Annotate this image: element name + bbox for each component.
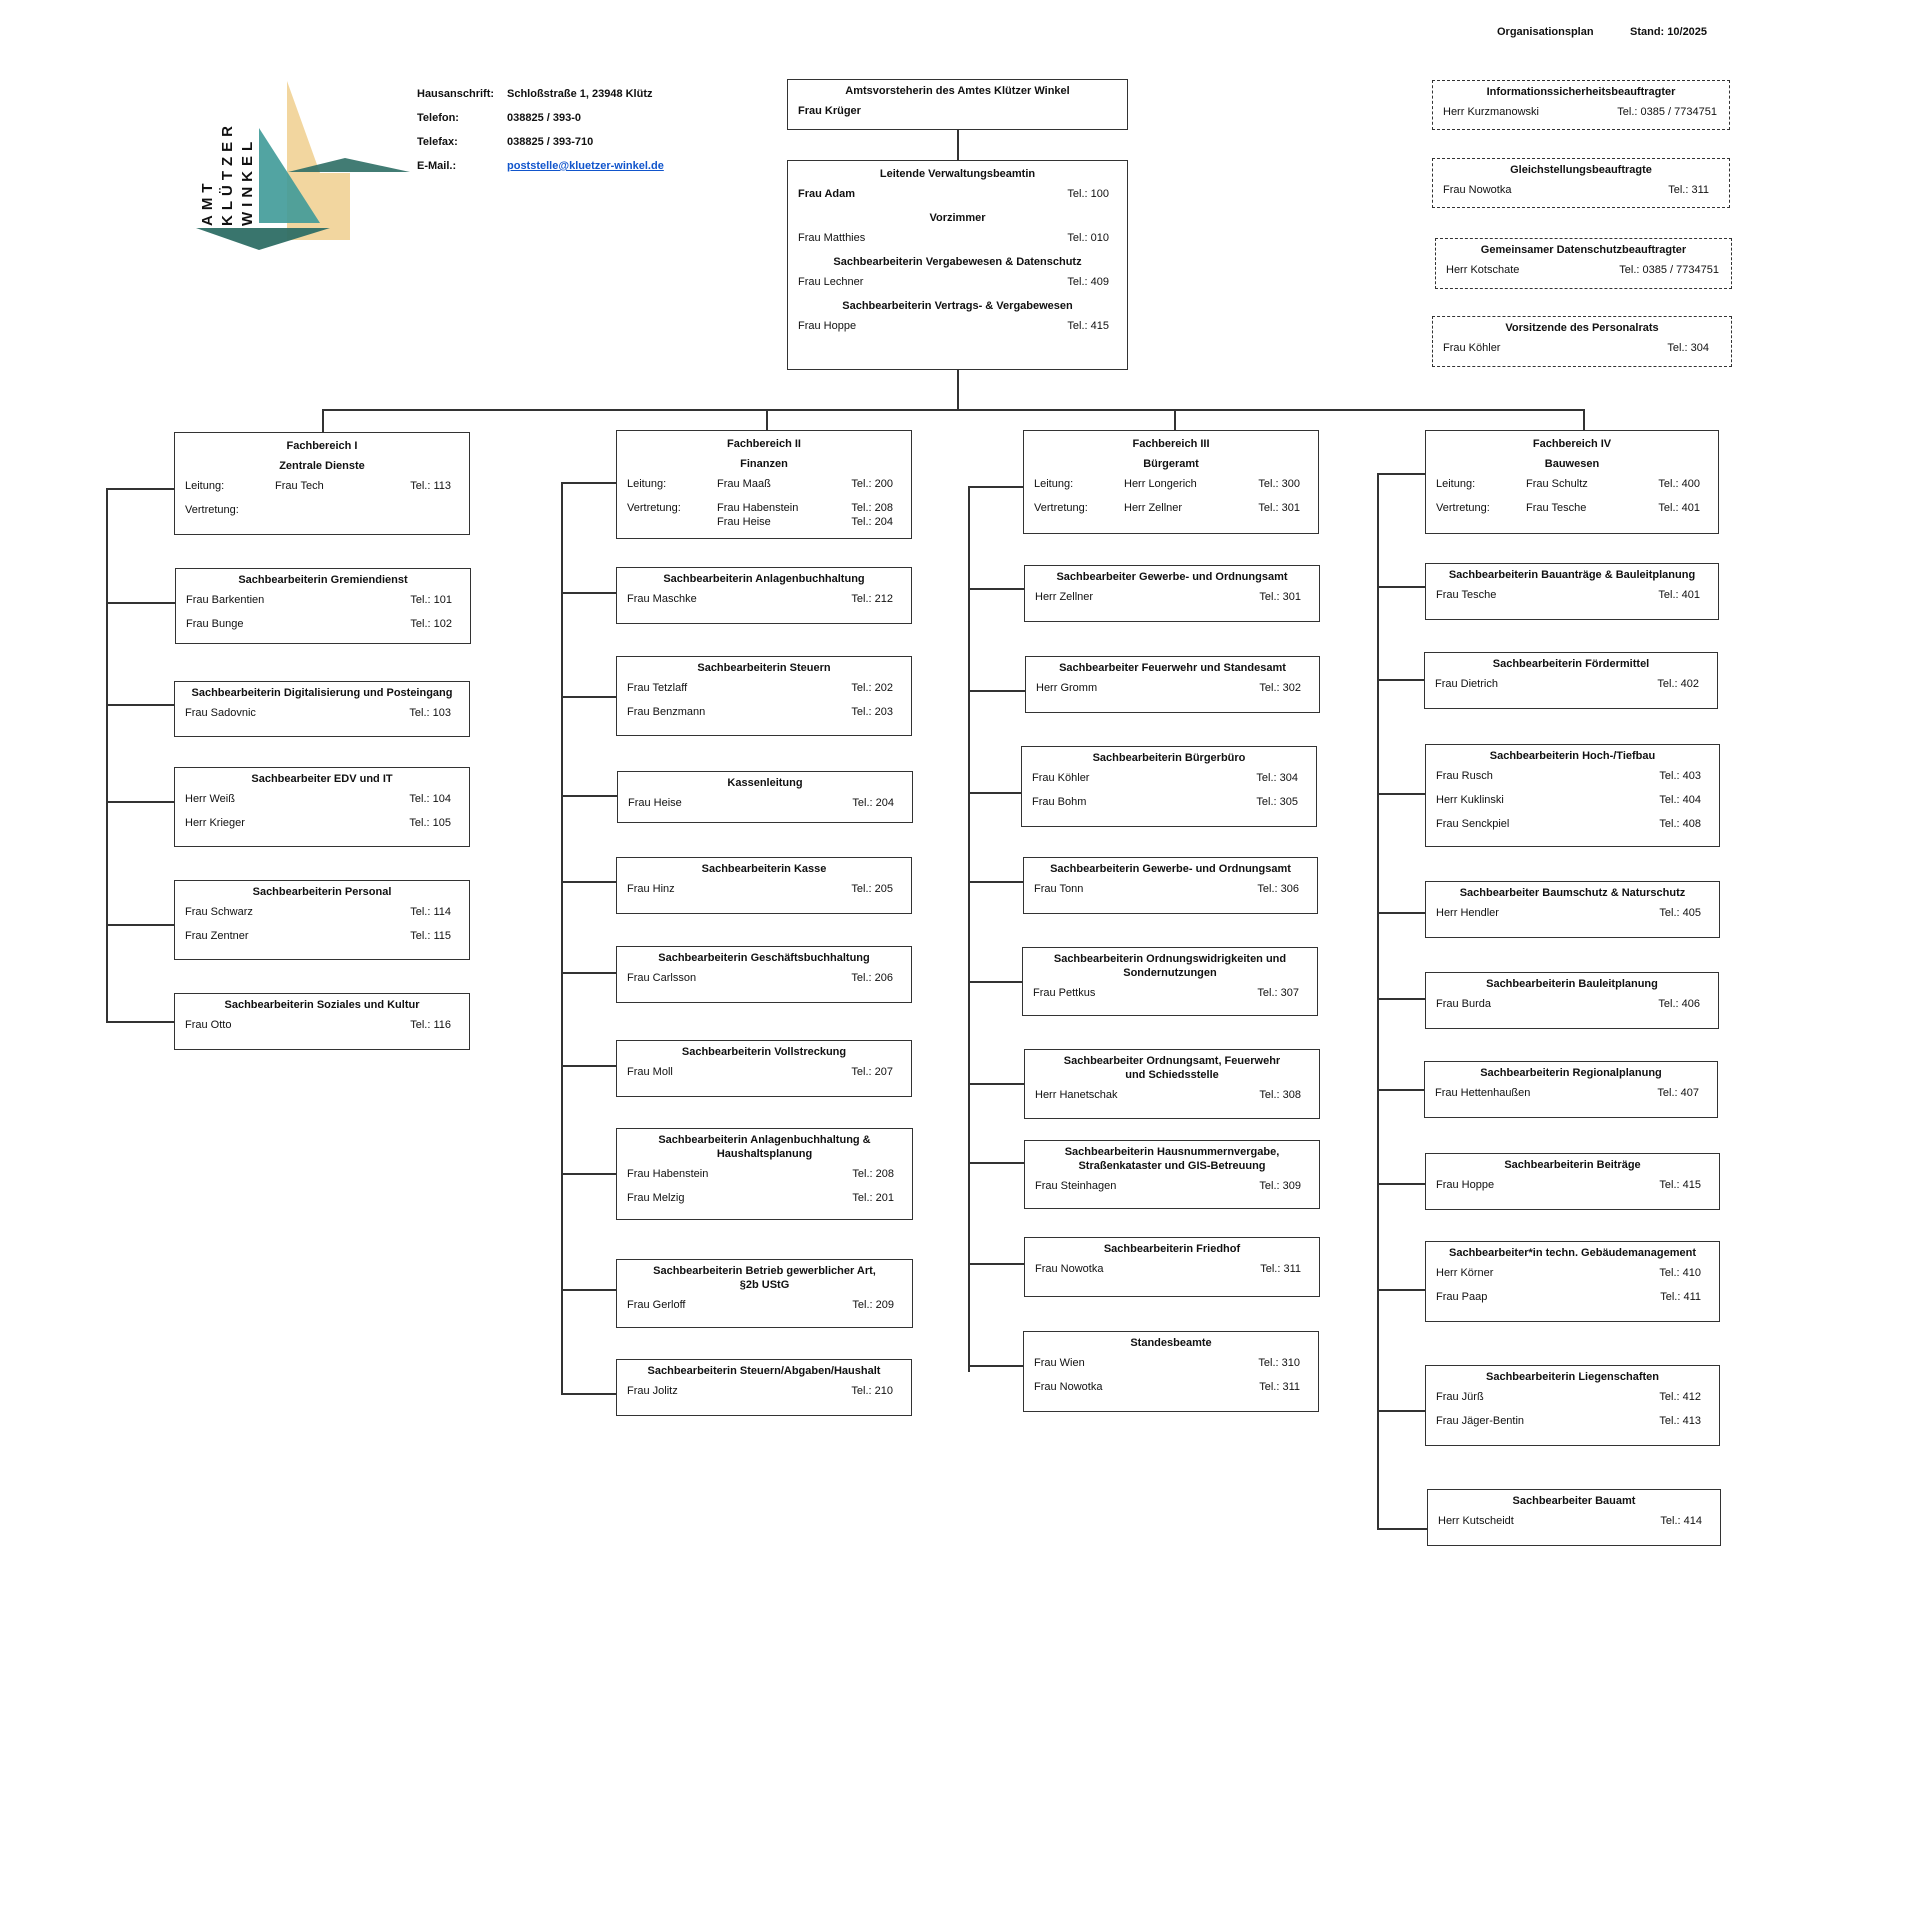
person-name: Frau Senckpiel bbox=[1436, 818, 1510, 830]
vertretung-label: Vertretung: bbox=[1436, 502, 1490, 514]
person-name: Frau Paap bbox=[1436, 1291, 1488, 1303]
unit-box bbox=[1021, 746, 1317, 827]
unit-title: Sachbearbeiter EDV und IT bbox=[251, 773, 393, 785]
person-tel: Tel.: 201 bbox=[852, 1192, 894, 1204]
unit-box bbox=[174, 767, 470, 847]
unit-box bbox=[1424, 652, 1718, 709]
unit-title: Sachbearbeiterin Soziales und Kultur bbox=[224, 999, 420, 1011]
fb4-vertretung-tel: Tel.: 401 bbox=[1658, 502, 1700, 514]
person-tel: Tel.: 411 bbox=[1660, 1291, 1701, 1303]
person-name: Frau Hinz bbox=[627, 883, 675, 895]
connector-line bbox=[106, 488, 174, 490]
staff-title: Gleichstellungsbeauftragte bbox=[1510, 164, 1652, 176]
person-tel: Tel.: 309 bbox=[1259, 1180, 1301, 1192]
document-date: Stand: 10/2025 bbox=[1630, 26, 1708, 38]
unit-box bbox=[1425, 563, 1719, 620]
connector-line bbox=[106, 602, 175, 604]
person-tel: Tel.: 311 bbox=[1259, 1381, 1300, 1393]
person-name: Herr Krieger bbox=[185, 817, 245, 829]
logo-text-winkel: WINKEL bbox=[239, 136, 256, 226]
connector-line bbox=[106, 924, 174, 926]
unit-box bbox=[174, 993, 470, 1050]
unit-box bbox=[616, 946, 912, 1003]
unit-title: Kassenleitung bbox=[727, 777, 803, 789]
fb1-leitung-tel: Tel.: 113 bbox=[410, 480, 451, 492]
person-tel: Tel.: 210 bbox=[851, 1385, 893, 1397]
connector-line bbox=[957, 130, 959, 160]
connector-line bbox=[968, 881, 1023, 883]
person-name: Frau Nowotka bbox=[1034, 1381, 1103, 1393]
unit-title: Sachbearbeiter Gewerbe- und Ordnungsamt bbox=[1056, 571, 1288, 583]
connector-line bbox=[1377, 473, 1425, 475]
vertrags-name: Frau Hoppe bbox=[798, 320, 857, 332]
unit-title: Sachbearbeiterin Anlagenbuchhaltung & Haushaltsplanung bbox=[658, 1134, 871, 1160]
person-name: Frau Bohm bbox=[1032, 796, 1087, 808]
unit-title: Sachbearbeiterin Steuern bbox=[697, 662, 831, 674]
connector-line bbox=[1377, 1410, 1425, 1412]
unit-box bbox=[1427, 1489, 1721, 1546]
fb3-leitung-name: Herr Longerich bbox=[1124, 478, 1197, 490]
person-tel: Tel.: 105 bbox=[409, 817, 451, 829]
person-tel: Tel.: 410 bbox=[1659, 1267, 1701, 1279]
person-tel: Tel.: 408 bbox=[1659, 818, 1701, 830]
connector-line bbox=[561, 1393, 616, 1395]
connector-line bbox=[1377, 998, 1425, 1000]
connector-line bbox=[561, 972, 616, 974]
connector-line bbox=[561, 1289, 616, 1291]
connector-line bbox=[322, 409, 324, 432]
person-tel: Tel.: 402 bbox=[1657, 678, 1699, 690]
connector-bus bbox=[322, 409, 1585, 411]
contact-label-address: Hausanschrift: bbox=[417, 88, 495, 100]
connector-line bbox=[968, 486, 1023, 488]
unit-box bbox=[1425, 1241, 1720, 1322]
connector-line bbox=[968, 1365, 1023, 1367]
staff-tel: Tel.: 0385 / 7734751 bbox=[1619, 264, 1719, 276]
person-name: Frau Pettkus bbox=[1033, 987, 1096, 999]
staff-name: Herr Kurzmanowski bbox=[1443, 106, 1539, 118]
fb1-head-box bbox=[174, 432, 470, 535]
staff-name: Frau Köhler bbox=[1443, 342, 1501, 354]
person-name: Frau Hettenhaußen bbox=[1435, 1087, 1531, 1099]
fb2-head-box bbox=[616, 430, 912, 539]
connector-line bbox=[561, 482, 616, 484]
vertrags-tel: Tel.: 415 bbox=[1067, 320, 1109, 332]
person-tel: Tel.: 401 bbox=[1658, 589, 1700, 601]
person-name: Herr Weiß bbox=[185, 793, 235, 805]
leitung-label: Leitung: bbox=[185, 480, 225, 492]
person-name: Frau Gerloff bbox=[627, 1299, 686, 1311]
person-tel: Tel.: 205 bbox=[851, 883, 893, 895]
unit-title: Sachbearbeiter Baumschutz & Naturschutz bbox=[1459, 887, 1686, 899]
person-name: Frau Steinhagen bbox=[1035, 1180, 1117, 1192]
vertretung-label: Vertretung: bbox=[185, 504, 239, 516]
connector-line bbox=[1377, 1089, 1424, 1091]
person-tel: Tel.: 206 bbox=[851, 972, 893, 984]
connector-line bbox=[1583, 409, 1585, 432]
person-tel: Tel.: 302 bbox=[1259, 682, 1301, 694]
fb4-title: Fachbereich IV bbox=[1532, 438, 1612, 450]
contact-label-fax: Telefax: bbox=[417, 136, 458, 148]
unit-title: Sachbearbeiterin Bürgerbüro bbox=[1092, 752, 1246, 764]
fb3-vertretung-name: Herr Zellner bbox=[1124, 502, 1183, 514]
person-name: Frau Dietrich bbox=[1435, 678, 1498, 690]
fb2-vertretung-name: Frau Habenstein bbox=[717, 502, 799, 514]
person-name: Herr Zellner bbox=[1035, 591, 1094, 603]
connector-line bbox=[1377, 679, 1424, 681]
unit-box bbox=[1024, 565, 1320, 622]
person-name: Frau Habenstein bbox=[627, 1168, 709, 1180]
staff-title: Gemeinsamer Datenschutzbeauftragter bbox=[1480, 244, 1687, 256]
person-name: Herr Gromm bbox=[1036, 682, 1098, 694]
staff-box-dataprotection bbox=[1435, 238, 1732, 289]
unit-title: Sachbearbeiterin Beiträge bbox=[1504, 1159, 1641, 1171]
unit-box bbox=[175, 568, 471, 644]
leitung-label: Leitung: bbox=[1436, 478, 1476, 490]
unit-title: Sachbearbeiterin Fördermittel bbox=[1492, 658, 1650, 670]
vertrags-title: Sachbearbeiterin Vertrags- & Vergabewesen bbox=[842, 300, 1073, 312]
unit-title: Sachbearbeiterin Regionalplanung bbox=[1480, 1067, 1662, 1079]
contact-label-email: E-Mail.: bbox=[417, 160, 457, 172]
unit-box bbox=[616, 1259, 913, 1328]
connector-line bbox=[1377, 1289, 1425, 1291]
lvb-tel: Tel.: 100 bbox=[1067, 188, 1109, 200]
person-tel: Tel.: 116 bbox=[410, 1019, 451, 1031]
connector-line bbox=[1377, 912, 1425, 914]
person-name: Frau Köhler bbox=[1032, 772, 1090, 784]
fb4-head-box bbox=[1425, 430, 1719, 534]
unit-title: Sachbearbeiterin Betrieb gewerblicher Art, §2b UStG bbox=[653, 1265, 876, 1291]
fb2-vertretung-tel: Tel.: 204 bbox=[851, 516, 893, 528]
person-tel: Tel.: 406 bbox=[1658, 998, 1700, 1010]
unit-box bbox=[616, 857, 912, 914]
staff-box-equality bbox=[1432, 158, 1730, 208]
vorzimmer-name: Frau Matthies bbox=[798, 232, 866, 244]
person-tel: Tel.: 212 bbox=[851, 593, 893, 605]
person-name: Frau Tonn bbox=[1034, 883, 1084, 895]
person-tel: Tel.: 308 bbox=[1259, 1089, 1301, 1101]
person-name: Herr Kuklinski bbox=[1436, 794, 1504, 806]
person-tel: Tel.: 101 bbox=[410, 594, 452, 606]
vergabe-title: Sachbearbeiterin Vergabewesen & Datenschutz bbox=[833, 256, 1082, 268]
person-name: Frau Jäger-Bentin bbox=[1436, 1415, 1525, 1427]
fb2-leitung-tel: Tel.: 200 bbox=[851, 478, 893, 490]
unit-box bbox=[617, 771, 913, 823]
fb4-vertretung-name: Frau Tesche bbox=[1526, 502, 1587, 514]
vertretung-label: Vertretung: bbox=[627, 502, 681, 514]
person-name: Frau Schwarz bbox=[185, 906, 253, 918]
person-tel: Tel.: 310 bbox=[1258, 1357, 1300, 1369]
connector-line bbox=[968, 1162, 1024, 1164]
unit-title: Sachbearbeiter Bauamt bbox=[1512, 1495, 1636, 1507]
person-name: Herr Hendler bbox=[1436, 907, 1499, 919]
person-tel: Tel.: 102 bbox=[410, 618, 452, 630]
person-tel: Tel.: 305 bbox=[1256, 796, 1298, 808]
leitung-label: Leitung: bbox=[1034, 478, 1074, 490]
unit-box bbox=[1425, 1153, 1720, 1210]
unit-title: Sachbearbeiterin Liegenschaften bbox=[1486, 1371, 1659, 1383]
unit-title: Sachbearbeiterin Hoch-/Tiefbau bbox=[1489, 750, 1656, 762]
email-link[interactable]: poststelle@kluetzer-winkel.de bbox=[507, 160, 664, 172]
person-tel: Tel.: 203 bbox=[851, 706, 893, 718]
staff-box-staffcouncil bbox=[1432, 316, 1732, 367]
unit-box bbox=[1025, 656, 1320, 713]
contact-address: Schloßstraße 1, 23948 Klütz bbox=[507, 88, 653, 100]
person-name: Frau Zentner bbox=[185, 930, 249, 942]
logo-text-kluetzer: KLÜTZER bbox=[219, 121, 236, 226]
person-name: Frau Tetzlaff bbox=[627, 682, 688, 694]
fb3-head-box bbox=[1023, 430, 1319, 534]
unit-box bbox=[1425, 881, 1720, 938]
unit-box bbox=[1022, 947, 1318, 1016]
person-tel: Tel.: 413 bbox=[1659, 1415, 1701, 1427]
unit-title: Sachbearbeiterin Steuern/Abgaben/Haushalt bbox=[647, 1365, 881, 1377]
fb3-vertretung-tel: Tel.: 301 bbox=[1258, 502, 1300, 514]
connector-line bbox=[561, 1065, 616, 1067]
person-tel: Tel.: 204 bbox=[852, 797, 894, 809]
person-name: Herr Kutscheidt bbox=[1438, 1515, 1514, 1527]
person-tel: Tel.: 208 bbox=[852, 1168, 894, 1180]
mayor-title: Amtsvorsteherin des Amtes Klützer Winkel bbox=[845, 85, 1070, 97]
unit-title: Sachbearbeiterin Digitalisierung und Posteingang bbox=[191, 687, 453, 699]
connector-line bbox=[1377, 1183, 1425, 1185]
unit-title: Sachbearbeiterin Hausnummernvergabe, Straßenkataster und GIS-Betreuung bbox=[1064, 1146, 1280, 1172]
fb3-title: Fachbereich III bbox=[1132, 438, 1210, 450]
connector-line bbox=[968, 588, 1024, 590]
person-name: Frau Sadovnic bbox=[185, 707, 256, 719]
person-name: Frau Hoppe bbox=[1436, 1179, 1495, 1191]
vorzimmer-tel: Tel.: 010 bbox=[1067, 232, 1109, 244]
staff-tel: Tel.: 304 bbox=[1667, 342, 1709, 354]
connector-line bbox=[561, 592, 616, 594]
person-tel: Tel.: 415 bbox=[1659, 1179, 1701, 1191]
staff-tel: Tel.: 0385 / 7734751 bbox=[1617, 106, 1717, 118]
fb3-spine bbox=[968, 486, 970, 1372]
staff-name: Frau Nowotka bbox=[1443, 184, 1512, 196]
document-title: Organisationsplan bbox=[1497, 26, 1594, 38]
fb2-leitung-name: Frau Maaß bbox=[717, 478, 771, 490]
logo-text-amt: AMT bbox=[199, 178, 216, 226]
connector-line bbox=[968, 690, 1025, 692]
connector-line bbox=[561, 696, 616, 698]
fb4-leitung-name: Frau Schultz bbox=[1526, 478, 1588, 490]
fb3-subtitle: Bürgeramt bbox=[1143, 458, 1199, 470]
lvb-name: Frau Adam bbox=[798, 188, 856, 200]
person-tel: Tel.: 207 bbox=[851, 1066, 893, 1078]
contact-label-phone: Telefon: bbox=[417, 112, 459, 124]
connector-line bbox=[561, 1173, 616, 1175]
connector-line bbox=[957, 370, 959, 410]
logo bbox=[190, 78, 420, 258]
person-tel: Tel.: 403 bbox=[1659, 770, 1701, 782]
person-tel: Tel.: 405 bbox=[1659, 907, 1701, 919]
unit-box bbox=[1023, 1331, 1319, 1412]
staff-title: Informationssicherheitsbeauftragter bbox=[1486, 86, 1676, 98]
person-name: Frau Maschke bbox=[627, 593, 697, 605]
unit-box bbox=[1023, 857, 1318, 914]
lvb-box bbox=[787, 160, 1128, 370]
person-name: Herr Körner bbox=[1436, 1267, 1494, 1279]
unit-box bbox=[1024, 1237, 1320, 1297]
connector-line bbox=[1377, 1528, 1427, 1530]
unit-title: Sachbearbeiter Feuerwehr und Standesamt bbox=[1059, 662, 1286, 674]
unit-title: Sachbearbeiterin Vollstreckung bbox=[681, 1046, 847, 1058]
person-tel: Tel.: 103 bbox=[409, 707, 451, 719]
connector-line bbox=[968, 981, 1022, 983]
person-name: Frau Jürß bbox=[1436, 1391, 1484, 1403]
contact-info bbox=[417, 88, 717, 178]
unit-box bbox=[1425, 744, 1720, 847]
fb1-leitung-name: Frau Tech bbox=[275, 480, 324, 492]
person-tel: Tel.: 412 bbox=[1659, 1391, 1701, 1403]
fb1-title: Fachbereich I bbox=[286, 440, 358, 452]
fb2-vertretung-name: Frau Heise bbox=[717, 516, 771, 528]
unit-box bbox=[174, 880, 470, 960]
person-name: Frau Moll bbox=[627, 1066, 673, 1078]
person-name: Frau Rusch bbox=[1436, 770, 1493, 782]
unit-box bbox=[1425, 1365, 1720, 1446]
unit-title: Sachbearbeiter Ordnungsamt, Feuerwehr und Schiedsstelle bbox=[1063, 1055, 1281, 1081]
person-name: Frau Nowotka bbox=[1035, 1263, 1104, 1275]
staff-name: Herr Kotschate bbox=[1446, 264, 1520, 276]
vorzimmer-title: Vorzimmer bbox=[929, 212, 986, 224]
person-name: Frau Carlsson bbox=[627, 972, 697, 984]
unit-title: Sachbearbeiter*in techn. Gebäudemanagement bbox=[1449, 1247, 1696, 1259]
person-tel: Tel.: 311 bbox=[1260, 1263, 1301, 1275]
person-name: Frau Barkentien bbox=[186, 594, 265, 606]
person-tel: Tel.: 115 bbox=[410, 930, 451, 942]
unit-box bbox=[616, 567, 912, 624]
fb2-vertretung-tel: Tel.: 208 bbox=[851, 502, 893, 514]
unit-title: Standesbeamte bbox=[1130, 1337, 1212, 1349]
unit-box bbox=[174, 681, 470, 737]
unit-title: Sachbearbeiterin Anlagenbuchhaltung bbox=[663, 573, 865, 585]
fb3-leitung-tel: Tel.: 300 bbox=[1258, 478, 1300, 490]
connector-line bbox=[106, 801, 174, 803]
vergabe-name: Frau Lechner bbox=[798, 276, 864, 288]
staff-title: Vorsitzende des Personalrats bbox=[1505, 322, 1659, 334]
person-tel: Tel.: 114 bbox=[410, 906, 451, 918]
person-tel: Tel.: 304 bbox=[1256, 772, 1298, 784]
vergabe-tel: Tel.: 409 bbox=[1067, 276, 1109, 288]
person-name: Frau Wien bbox=[1034, 1357, 1085, 1369]
connector-line bbox=[968, 1083, 1024, 1085]
unit-box bbox=[1425, 972, 1719, 1029]
unit-box bbox=[616, 1128, 913, 1220]
unit-title: Sachbearbeiterin Ordnungswidrigkeiten und Sondernutzungen bbox=[1053, 953, 1287, 979]
unit-box bbox=[616, 1040, 912, 1097]
person-tel: Tel.: 407 bbox=[1657, 1087, 1699, 1099]
contact-phone: 038825 / 393-0 bbox=[507, 112, 582, 124]
connector-line bbox=[1377, 793, 1425, 795]
fb1-subtitle: Zentrale Dienste bbox=[279, 460, 365, 472]
person-name: Frau Otto bbox=[185, 1019, 232, 1031]
person-tel: Tel.: 404 bbox=[1659, 794, 1701, 806]
person-name: Frau Bunge bbox=[186, 618, 244, 630]
connector-line bbox=[766, 409, 768, 432]
unit-title: Sachbearbeiterin Personal bbox=[252, 886, 392, 898]
connector-line bbox=[561, 795, 617, 797]
fb2-title: Fachbereich II bbox=[727, 438, 801, 450]
vertretung-label: Vertretung: bbox=[1034, 502, 1088, 514]
person-name: Frau Melzig bbox=[627, 1192, 685, 1204]
lvb-title: Leitende Verwaltungsbeamtin bbox=[879, 168, 1036, 180]
connector-line bbox=[968, 792, 1021, 794]
fb1-spine bbox=[106, 488, 108, 1023]
person-tel: Tel.: 306 bbox=[1257, 883, 1299, 895]
mayor-box bbox=[787, 79, 1128, 130]
unit-title: Sachbearbeiterin Bauleitplanung bbox=[1486, 978, 1658, 990]
person-tel: Tel.: 301 bbox=[1259, 591, 1301, 603]
staff-tel: Tel.: 311 bbox=[1668, 184, 1709, 196]
connector-line bbox=[1174, 409, 1176, 432]
unit-title: Sachbearbeiterin Gewerbe- und Ordnungsamt bbox=[1050, 863, 1291, 875]
unit-title: Sachbearbeiterin Gremiendienst bbox=[238, 574, 408, 586]
person-name: Frau Benzmann bbox=[627, 706, 706, 718]
fb2-subtitle: Finanzen bbox=[740, 458, 788, 470]
person-tel: Tel.: 202 bbox=[851, 682, 893, 694]
unit-title: Sachbearbeiterin Bauanträge & Bauleitplanung bbox=[1448, 569, 1696, 581]
unit-box bbox=[616, 656, 912, 736]
person-tel: Tel.: 209 bbox=[852, 1299, 894, 1311]
connector-line bbox=[1377, 586, 1425, 588]
unit-title: Sachbearbeiterin Friedhof bbox=[1103, 1243, 1241, 1255]
person-tel: Tel.: 414 bbox=[1660, 1515, 1702, 1527]
connector-line bbox=[968, 1263, 1024, 1265]
unit-title: Sachbearbeiterin Kasse bbox=[701, 863, 827, 875]
person-name: Herr Hanetschak bbox=[1035, 1089, 1118, 1101]
fb4-leitung-tel: Tel.: 400 bbox=[1658, 478, 1700, 490]
person-name: Frau Heise bbox=[628, 797, 682, 809]
unit-box bbox=[1024, 1049, 1320, 1119]
person-tel: Tel.: 307 bbox=[1257, 987, 1299, 999]
unit-title: Sachbearbeiterin Geschäftsbuchhaltung bbox=[658, 952, 870, 964]
staff-box-infosec bbox=[1432, 80, 1730, 130]
person-tel: Tel.: 104 bbox=[409, 793, 451, 805]
contact-fax: 038825 / 393-710 bbox=[507, 136, 594, 148]
fb2-spine bbox=[561, 482, 563, 1394]
connector-line bbox=[106, 704, 174, 706]
fb4-spine bbox=[1377, 473, 1379, 1529]
connector-line bbox=[106, 1021, 174, 1023]
unit-box bbox=[1424, 1061, 1718, 1118]
connector-line bbox=[561, 881, 616, 883]
leitung-label: Leitung: bbox=[627, 478, 667, 490]
mayor-name: Frau Krüger bbox=[798, 105, 861, 117]
unit-box bbox=[616, 1359, 912, 1416]
person-name: Frau Tesche bbox=[1436, 589, 1497, 601]
person-name: Frau Jolitz bbox=[627, 1385, 678, 1397]
unit-box bbox=[1024, 1140, 1320, 1209]
person-name: Frau Burda bbox=[1436, 998, 1492, 1010]
fb4-subtitle: Bauwesen bbox=[1544, 458, 1600, 470]
